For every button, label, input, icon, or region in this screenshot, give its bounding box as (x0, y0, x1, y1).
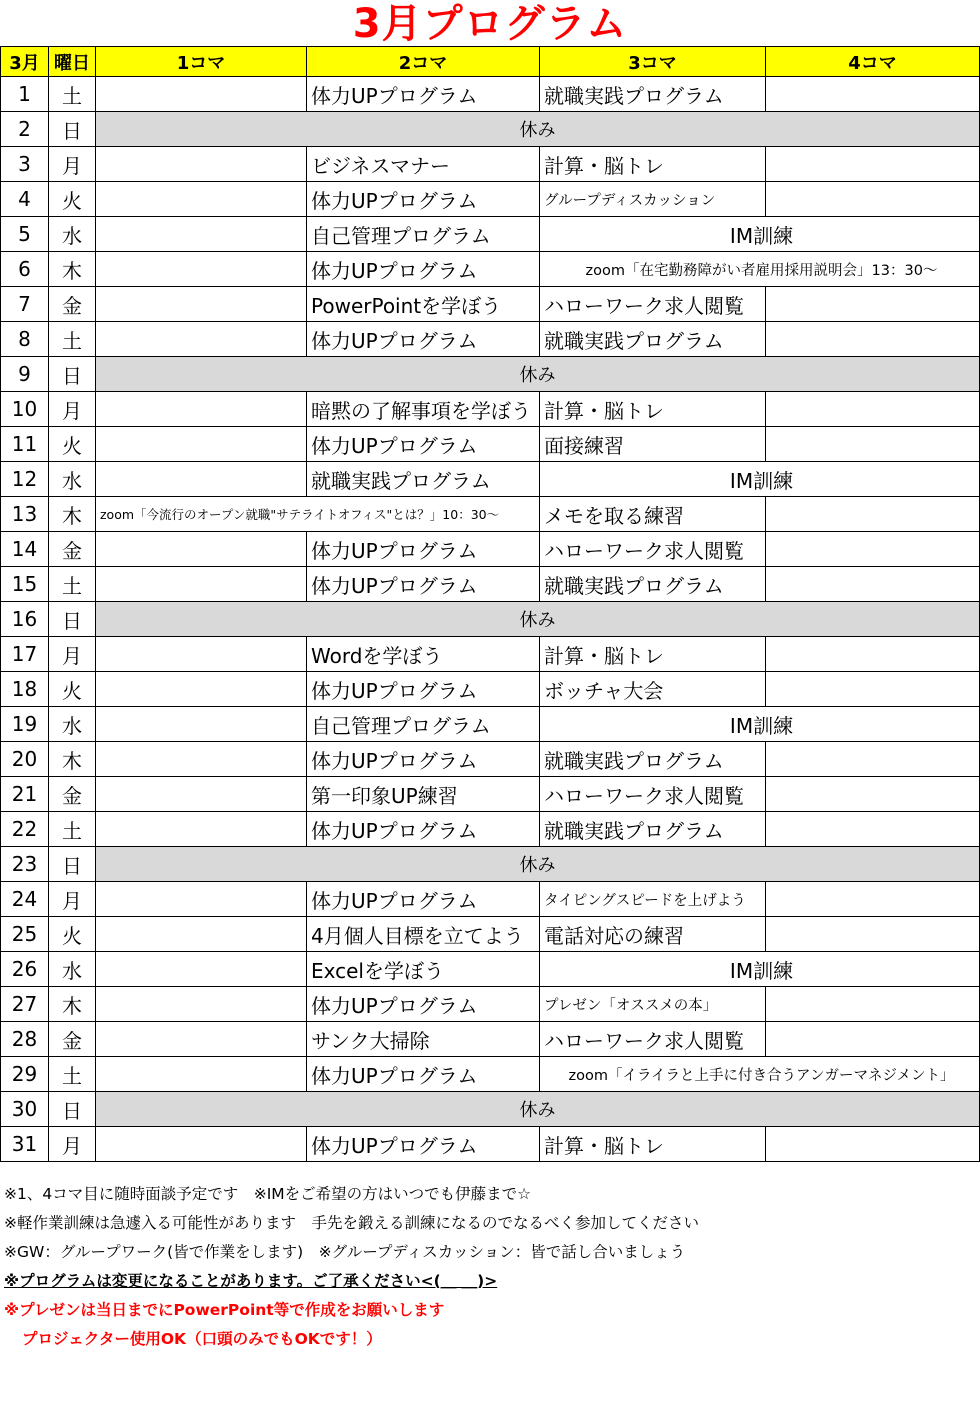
notes (4, 1180, 974, 1354)
day-cell: 16 (1, 602, 49, 637)
table-row (1, 602, 980, 637)
table-row (1, 287, 980, 322)
note-2: ※軽作業訓練は急遽入る可能性があります 手先を鍛える訓練になるのでなるべく参加してください (4, 1214, 699, 1232)
table-row (1, 112, 980, 147)
weekday-cell: 水 (49, 462, 96, 497)
slot-1-cell (96, 1022, 307, 1057)
header-slot-2: 2コマ (307, 47, 540, 77)
slot-1-cell (96, 672, 307, 707)
slot-1-cell (96, 882, 307, 917)
slot-2-cell: ビジネスマナー (307, 147, 540, 182)
table-row (1, 147, 980, 182)
day-cell: 18 (1, 672, 49, 707)
slot-1-cell (96, 392, 307, 427)
day-cell: 22 (1, 812, 49, 847)
day-cell: 24 (1, 882, 49, 917)
slot-4-cell (766, 77, 980, 112)
slot-3-cell: ハローワーク求人閲覧 (540, 777, 766, 812)
slot-3-cell: 面接練習 (540, 427, 766, 462)
day-cell: 3 (1, 147, 49, 182)
table-row (1, 882, 980, 917)
table-row (1, 672, 980, 707)
slot-2-cell: 体力UPプログラム (307, 672, 540, 707)
slot-3-cell: 計算・脳トレ (540, 147, 766, 182)
slot-2-cell: 体力UPプログラム (307, 427, 540, 462)
day-cell: 9 (1, 357, 49, 392)
slot-2-cell: 体力UPプログラム (307, 182, 540, 217)
table-row (1, 952, 980, 987)
slot-4-cell (766, 1022, 980, 1057)
weekday-cell: 月 (49, 147, 96, 182)
slot-4-cell (766, 987, 980, 1022)
slot-3-cell: タイピングスピードを上げよう (540, 882, 766, 917)
schedule-table (0, 46, 980, 1162)
table-row (1, 1022, 980, 1057)
slot-2-cell: 自己管理プログラム (307, 707, 540, 742)
slot-2-cell: Excelを学ぼう (307, 952, 540, 987)
slot-1-cell (96, 812, 307, 847)
weekday-cell: 火 (49, 917, 96, 952)
rest-day-cell: 休み (96, 357, 980, 392)
header-slot-1: 1コマ (96, 47, 307, 77)
day-cell: 11 (1, 427, 49, 462)
weekday-cell: 火 (49, 427, 96, 462)
day-cell: 27 (1, 987, 49, 1022)
slot-1-cell (96, 77, 307, 112)
slot-4-cell (766, 182, 980, 217)
day-cell: 4 (1, 182, 49, 217)
slot-1-cell (96, 742, 307, 777)
weekday-cell: 月 (49, 392, 96, 427)
slot-3-cell: ハローワーク求人閲覧 (540, 1022, 766, 1057)
note-1: ※1、4コマ目に随時面談予定です ※IMをご希望の方はいつでも伊藤まで☆ (4, 1185, 532, 1203)
slot-1-cell (96, 707, 307, 742)
slot-3-cell: 就職実践プログラム (540, 322, 766, 357)
slot-4-cell (766, 392, 980, 427)
note-3: ※GW：グループワーク(皆で作業をします) ※グループディスカッション：皆で話し合いましょう (4, 1243, 686, 1261)
slot-3-cell: 計算・脳トレ (540, 637, 766, 672)
table-row (1, 462, 980, 497)
slot-4-cell (766, 567, 980, 602)
slot-2-cell: 体力UPプログラム (307, 567, 540, 602)
note-6: プロジェクター使用OK（口頭のみでもOKです！） (22, 1330, 382, 1348)
slot-1-cell (96, 322, 307, 357)
slot-3-cell: ボッチャ大会 (540, 672, 766, 707)
slot-2-cell: 体力UPプログラム (307, 1057, 540, 1092)
slot-3-cell: 就職実践プログラム (540, 812, 766, 847)
slot-2-cell: 暗黙の了解事項を学ぼう (307, 392, 540, 427)
slot-1-cell (96, 427, 307, 462)
weekday-cell: 日 (49, 112, 96, 147)
slot-3-4-cell: IM訓練 (540, 952, 980, 987)
weekday-cell: 土 (49, 567, 96, 602)
weekday-cell: 月 (49, 1127, 96, 1162)
day-cell: 13 (1, 497, 49, 532)
table-row (1, 637, 980, 672)
table-row (1, 1127, 980, 1162)
day-cell: 6 (1, 252, 49, 287)
table-row (1, 742, 980, 777)
weekday-cell: 金 (49, 287, 96, 322)
slot-2-cell: 体力UPプログラム (307, 987, 540, 1022)
weekday-cell: 土 (49, 77, 96, 112)
weekday-cell: 木 (49, 497, 96, 532)
table-row (1, 532, 980, 567)
day-cell: 30 (1, 1092, 49, 1127)
slot-1-cell (96, 917, 307, 952)
weekday-cell: 月 (49, 637, 96, 672)
slot-3-4-cell: zoom「在宅勤務障がい者雇用採用説明会」13：30～ (540, 252, 980, 287)
slot-2-cell: 体力UPプログラム (307, 252, 540, 287)
weekday-cell: 水 (49, 217, 96, 252)
slot-3-cell: プレゼン「オススメの本」 (540, 987, 766, 1022)
slot-3-cell: ハローワーク求人閲覧 (540, 532, 766, 567)
table-row (1, 357, 980, 392)
slot-2-cell: 自己管理プログラム (307, 217, 540, 252)
slot-3-cell: 電話対応の練習 (540, 917, 766, 952)
slot-3-cell: メモを取る練習 (540, 497, 766, 532)
weekday-cell: 月 (49, 882, 96, 917)
table-row (1, 847, 980, 882)
day-cell: 5 (1, 217, 49, 252)
slot-3-cell: 就職実践プログラム (540, 742, 766, 777)
header-weekday: 曜日 (49, 47, 96, 77)
note-5: ※プレゼンは当日までにPowerPoint等で作成をお願いします (4, 1301, 445, 1319)
rest-day-cell: 休み (96, 847, 980, 882)
weekday-cell: 日 (49, 1092, 96, 1127)
table-row (1, 567, 980, 602)
slot-1-cell (96, 1057, 307, 1092)
slot-1-cell (96, 217, 307, 252)
slot-2-cell: 体力UPプログラム (307, 532, 540, 567)
weekday-cell: 火 (49, 182, 96, 217)
table-row (1, 1057, 980, 1092)
note-4: ※プログラムは変更になることがあります。ご了承ください<(＿ ＿)> (4, 1272, 498, 1290)
header-row (1, 47, 980, 77)
slot-3-4-cell: IM訓練 (540, 707, 980, 742)
day-cell: 29 (1, 1057, 49, 1092)
table-row (1, 1092, 980, 1127)
weekday-cell: 水 (49, 952, 96, 987)
slot-4-cell (766, 497, 980, 532)
table-row (1, 252, 980, 287)
slot-1-cell (96, 952, 307, 987)
slot-4-cell (766, 1127, 980, 1162)
day-cell: 28 (1, 1022, 49, 1057)
slot-2-cell: 4月個人目標を立てよう (307, 917, 540, 952)
slot-1-cell (96, 987, 307, 1022)
day-cell: 8 (1, 322, 49, 357)
header-month: 3月 (1, 47, 49, 77)
rest-day-cell: 休み (96, 602, 980, 637)
slot-2-cell: 体力UPプログラム (307, 1127, 540, 1162)
day-cell: 20 (1, 742, 49, 777)
weekday-cell: 土 (49, 1057, 96, 1092)
slot-2-cell: 体力UPプログラム (307, 322, 540, 357)
weekday-cell: 日 (49, 602, 96, 637)
slot-4-cell (766, 672, 980, 707)
slot-1-2-cell: zoom「今流行のオープン就職"サテライトオフィス"とは？」10：30～ (96, 497, 540, 532)
table-row (1, 812, 980, 847)
slot-1-cell (96, 777, 307, 812)
weekday-cell: 土 (49, 322, 96, 357)
slot-4-cell (766, 427, 980, 462)
weekday-cell: 木 (49, 987, 96, 1022)
weekday-cell: 水 (49, 707, 96, 742)
table-row (1, 777, 980, 812)
slot-2-cell: 体力UPプログラム (307, 77, 540, 112)
page-title: 3月プログラム (352, 1, 628, 47)
table-row (1, 917, 980, 952)
slot-2-cell: 体力UPプログラム (307, 812, 540, 847)
slot-4-cell (766, 882, 980, 917)
day-cell: 25 (1, 917, 49, 952)
header-slot-3: 3コマ (540, 47, 766, 77)
slot-4-cell (766, 637, 980, 672)
day-cell: 26 (1, 952, 49, 987)
table-row (1, 427, 980, 462)
day-cell: 17 (1, 637, 49, 672)
slot-3-4-cell: IM訓練 (540, 462, 980, 497)
day-cell: 2 (1, 112, 49, 147)
day-cell: 1 (1, 77, 49, 112)
day-cell: 10 (1, 392, 49, 427)
table-row (1, 707, 980, 742)
weekday-cell: 木 (49, 252, 96, 287)
day-cell: 31 (1, 1127, 49, 1162)
table-row (1, 217, 980, 252)
slot-2-cell: サンク大掃除 (307, 1022, 540, 1057)
rest-day-cell: 休み (96, 1092, 980, 1127)
slot-1-cell (96, 252, 307, 287)
slot-4-cell (766, 322, 980, 357)
slot-1-cell (96, 147, 307, 182)
weekday-cell: 日 (49, 847, 96, 882)
slot-3-4-cell: IM訓練 (540, 217, 980, 252)
slot-1-cell (96, 1127, 307, 1162)
table-row (1, 497, 980, 532)
day-cell: 23 (1, 847, 49, 882)
weekday-cell: 土 (49, 812, 96, 847)
weekday-cell: 金 (49, 532, 96, 567)
table-row (1, 987, 980, 1022)
day-cell: 19 (1, 707, 49, 742)
weekday-cell: 日 (49, 357, 96, 392)
weekday-cell: 金 (49, 777, 96, 812)
slot-2-cell: Wordを学ぼう (307, 637, 540, 672)
weekday-cell: 金 (49, 1022, 96, 1057)
table-row (1, 77, 980, 112)
header-slot-4: 4コマ (766, 47, 980, 77)
slot-3-cell: 就職実践プログラム (540, 77, 766, 112)
slot-3-4-cell: zoom「イライラと上手に付き合うアンガーマネジメント」 (540, 1057, 980, 1092)
slot-3-cell: 就職実践プログラム (540, 567, 766, 602)
slot-2-cell: 就職実践プログラム (307, 462, 540, 497)
slot-4-cell (766, 777, 980, 812)
slot-1-cell (96, 462, 307, 497)
weekday-cell: 木 (49, 742, 96, 777)
slot-3-cell: ハローワーク求人閲覧 (540, 287, 766, 322)
slot-3-cell: 計算・脳トレ (540, 1127, 766, 1162)
slot-2-cell: 第一印象UP練習 (307, 777, 540, 812)
day-cell: 12 (1, 462, 49, 497)
slot-1-cell (96, 182, 307, 217)
slot-4-cell (766, 147, 980, 182)
slot-3-cell: グループディスカッション (540, 182, 766, 217)
slot-1-cell (96, 567, 307, 602)
rest-day-cell: 休み (96, 112, 980, 147)
day-cell: 14 (1, 532, 49, 567)
day-cell: 15 (1, 567, 49, 602)
slot-3-cell: 計算・脳トレ (540, 392, 766, 427)
slot-1-cell (96, 532, 307, 567)
table-row (1, 322, 980, 357)
slot-4-cell (766, 917, 980, 952)
table-row (1, 182, 980, 217)
slot-4-cell (766, 287, 980, 322)
day-cell: 7 (1, 287, 49, 322)
slot-1-cell (96, 287, 307, 322)
slot-2-cell: 体力UPプログラム (307, 742, 540, 777)
weekday-cell: 火 (49, 672, 96, 707)
slot-4-cell (766, 532, 980, 567)
day-cell: 21 (1, 777, 49, 812)
slot-4-cell (766, 742, 980, 777)
slot-1-cell (96, 637, 307, 672)
slot-2-cell: PowerPointを学ぼう (307, 287, 540, 322)
slot-2-cell: 体力UPプログラム (307, 882, 540, 917)
slot-4-cell (766, 812, 980, 847)
table-row (1, 392, 980, 427)
